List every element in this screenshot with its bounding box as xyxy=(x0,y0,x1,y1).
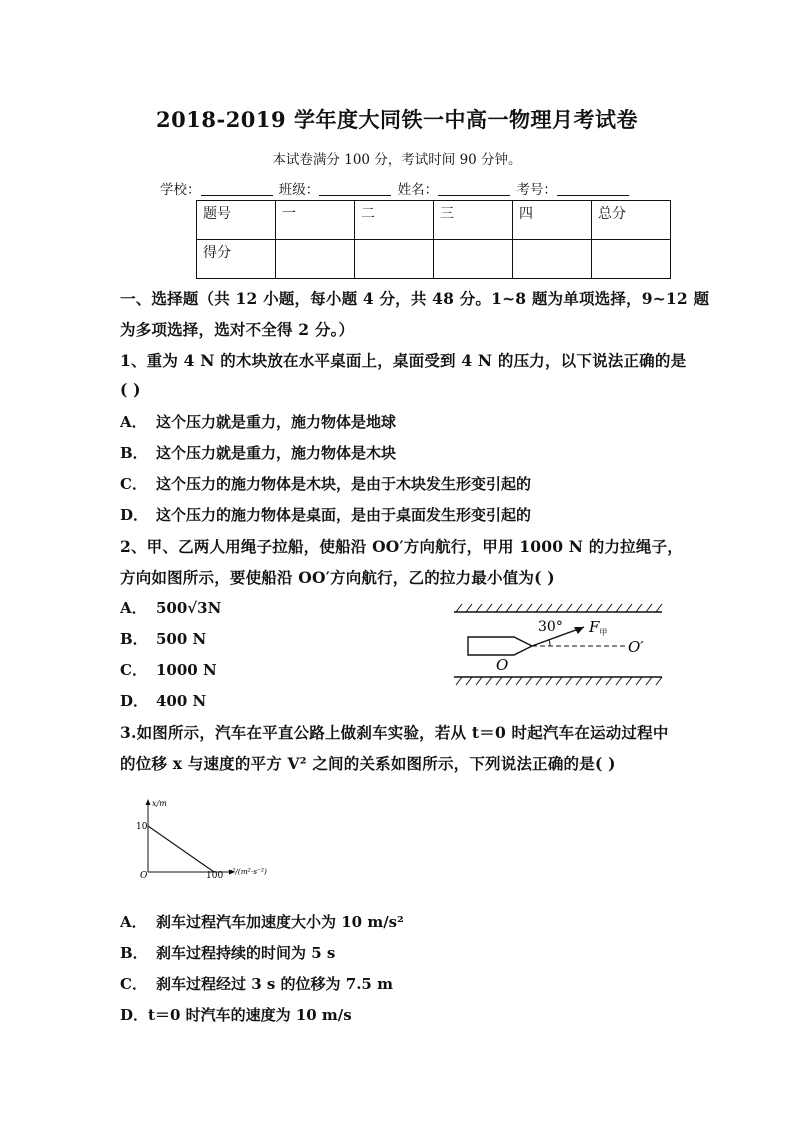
svg-text:F甲 xyxy=(588,618,607,637)
boat-figure xyxy=(452,600,667,692)
q3-option-c[interactable] xyxy=(120,973,393,994)
q2-option-c[interactable] xyxy=(120,659,217,680)
score-cell[interactable] xyxy=(276,240,355,279)
q1-option-b[interactable] xyxy=(120,442,396,463)
q2-stem-cont: 方向如图所示，要使船沿 OO′方向航行，乙的拉力最小值为( ) xyxy=(120,568,555,587)
table-cell: 得分 xyxy=(197,240,276,279)
force-subscript: 甲 xyxy=(599,628,608,637)
option-label: B． xyxy=(120,444,148,462)
class-label: 班级： xyxy=(278,182,320,198)
point-o-prime-label: O′ xyxy=(628,638,644,656)
angle-label: 30° xyxy=(538,619,563,635)
q3-option-a[interactable] xyxy=(120,911,404,932)
option-text: 1000 N xyxy=(156,661,217,679)
option-text: 500√3N xyxy=(156,599,222,617)
top-bank xyxy=(454,604,662,612)
option-label: A． xyxy=(120,913,147,931)
school-label: 学校： xyxy=(160,182,201,198)
option-text: 刹车过程汽车加速度大小为 10 m/s² xyxy=(156,913,404,931)
table-cell: 四 xyxy=(513,201,592,240)
score-cell[interactable] xyxy=(592,240,671,279)
graph-x-label: v²/(m²·s⁻²) xyxy=(228,867,267,876)
option-label: A． xyxy=(120,599,147,617)
table-cell: 三 xyxy=(434,201,513,240)
force-label: F xyxy=(589,618,600,636)
q1-answer-blank: ( ) xyxy=(120,380,141,399)
school-blank[interactable] xyxy=(201,181,273,196)
option-text: t＝0 时汽车的速度为 10 m/s xyxy=(148,1006,352,1024)
option-text: 刹车过程经过 3 s 的位移为 7.5 m xyxy=(156,975,393,993)
q2-option-d[interactable] xyxy=(120,690,206,711)
graph-y-tick: 10 xyxy=(136,822,148,832)
option-label: D． xyxy=(120,1006,149,1024)
q2-stem: 2、甲、乙两人用绳子拉船，使船沿 OO′方向航行，甲用 1000 N 的力拉绳子， xyxy=(120,537,683,556)
graph-origin-label: O xyxy=(140,871,148,881)
score-cell[interactable] xyxy=(513,240,592,279)
q1-option-d[interactable] xyxy=(120,504,531,525)
section-heading-cont: 为多项选择，选对不全得 2 分。） xyxy=(120,320,355,339)
section-heading: 一、选择题（共 12 小题，每小题 4 分，共 48 分。1~8 题为单项选择，9~12 题 xyxy=(120,289,710,308)
option-text: 500 N xyxy=(156,630,207,648)
student-info-line xyxy=(160,178,631,198)
option-text: 这个压力就是重力，施力物体是木块 xyxy=(156,444,397,462)
option-label: B． xyxy=(120,944,148,962)
score-cell[interactable] xyxy=(434,240,513,279)
q3-option-d[interactable] xyxy=(120,1004,352,1025)
q1-stem: 1、重为 4 N 的木块放在水平桌面上，桌面受到 4 N 的压力，以下说法正确的是 xyxy=(120,351,687,370)
option-text: 这个压力就是重力，施力物体是地球 xyxy=(156,413,397,431)
option-text: 400 N xyxy=(156,692,207,710)
option-label: D． xyxy=(120,506,149,524)
q3-stem-cont: 的位移 x 与速度的平方 V² 之间的关系如图所示，下列说法正确的是( ) xyxy=(120,754,616,773)
q3-option-b[interactable] xyxy=(120,942,335,963)
bottom-bank xyxy=(454,677,662,685)
q1-option-a[interactable] xyxy=(120,411,396,432)
option-text: 刹车过程持续的时间为 5 s xyxy=(156,944,336,962)
score-table xyxy=(196,200,671,279)
option-label: B． xyxy=(120,630,148,648)
option-text: 这个压力的施力物体是木块，是由于木块发生形变引起的 xyxy=(156,475,532,493)
y-axis-arrow xyxy=(146,799,151,805)
name-blank[interactable] xyxy=(438,181,510,196)
table-cell: 题号 xyxy=(197,201,276,240)
boat-shape xyxy=(468,637,532,655)
option-label: D． xyxy=(120,692,149,710)
option-label: C． xyxy=(120,661,147,679)
table-cell: 总分 xyxy=(592,201,671,240)
option-label: A． xyxy=(120,413,147,431)
number-blank[interactable] xyxy=(557,181,629,196)
option-label: C． xyxy=(120,975,147,993)
graph-x-tick: 100 xyxy=(206,871,224,881)
q2-option-a[interactable] xyxy=(120,597,221,618)
x-v2-graph xyxy=(132,796,282,884)
option-text: 这个压力的施力物体是桌面，是由于桌面发生形变引起的 xyxy=(156,506,532,524)
exam-note: 本试卷满分 100 分，考试时间 90 分钟。 xyxy=(272,152,522,168)
table-cell: 一 xyxy=(276,201,355,240)
number-label: 考号： xyxy=(516,182,557,198)
angle-arc xyxy=(549,640,550,647)
option-label: C． xyxy=(120,475,147,493)
point-o-label: O xyxy=(496,656,509,674)
q3-stem: 3.如图所示，汽车在平直公路上做刹车实验，若从 t＝0 时起汽车在运动过程中 xyxy=(120,723,669,742)
page-title: 2018-2019 学年度大同铁一中高一物理月考试卷 xyxy=(156,107,638,132)
class-blank[interactable] xyxy=(319,181,391,196)
table-row xyxy=(197,240,671,279)
q2-option-b[interactable] xyxy=(120,628,206,649)
table-cell: 二 xyxy=(355,201,434,240)
q1-option-c[interactable] xyxy=(120,473,531,494)
table-row xyxy=(197,201,671,240)
graph-y-label: x/m xyxy=(152,799,167,808)
score-cell[interactable] xyxy=(355,240,434,279)
name-label: 姓名： xyxy=(397,182,439,198)
data-line xyxy=(148,826,214,872)
